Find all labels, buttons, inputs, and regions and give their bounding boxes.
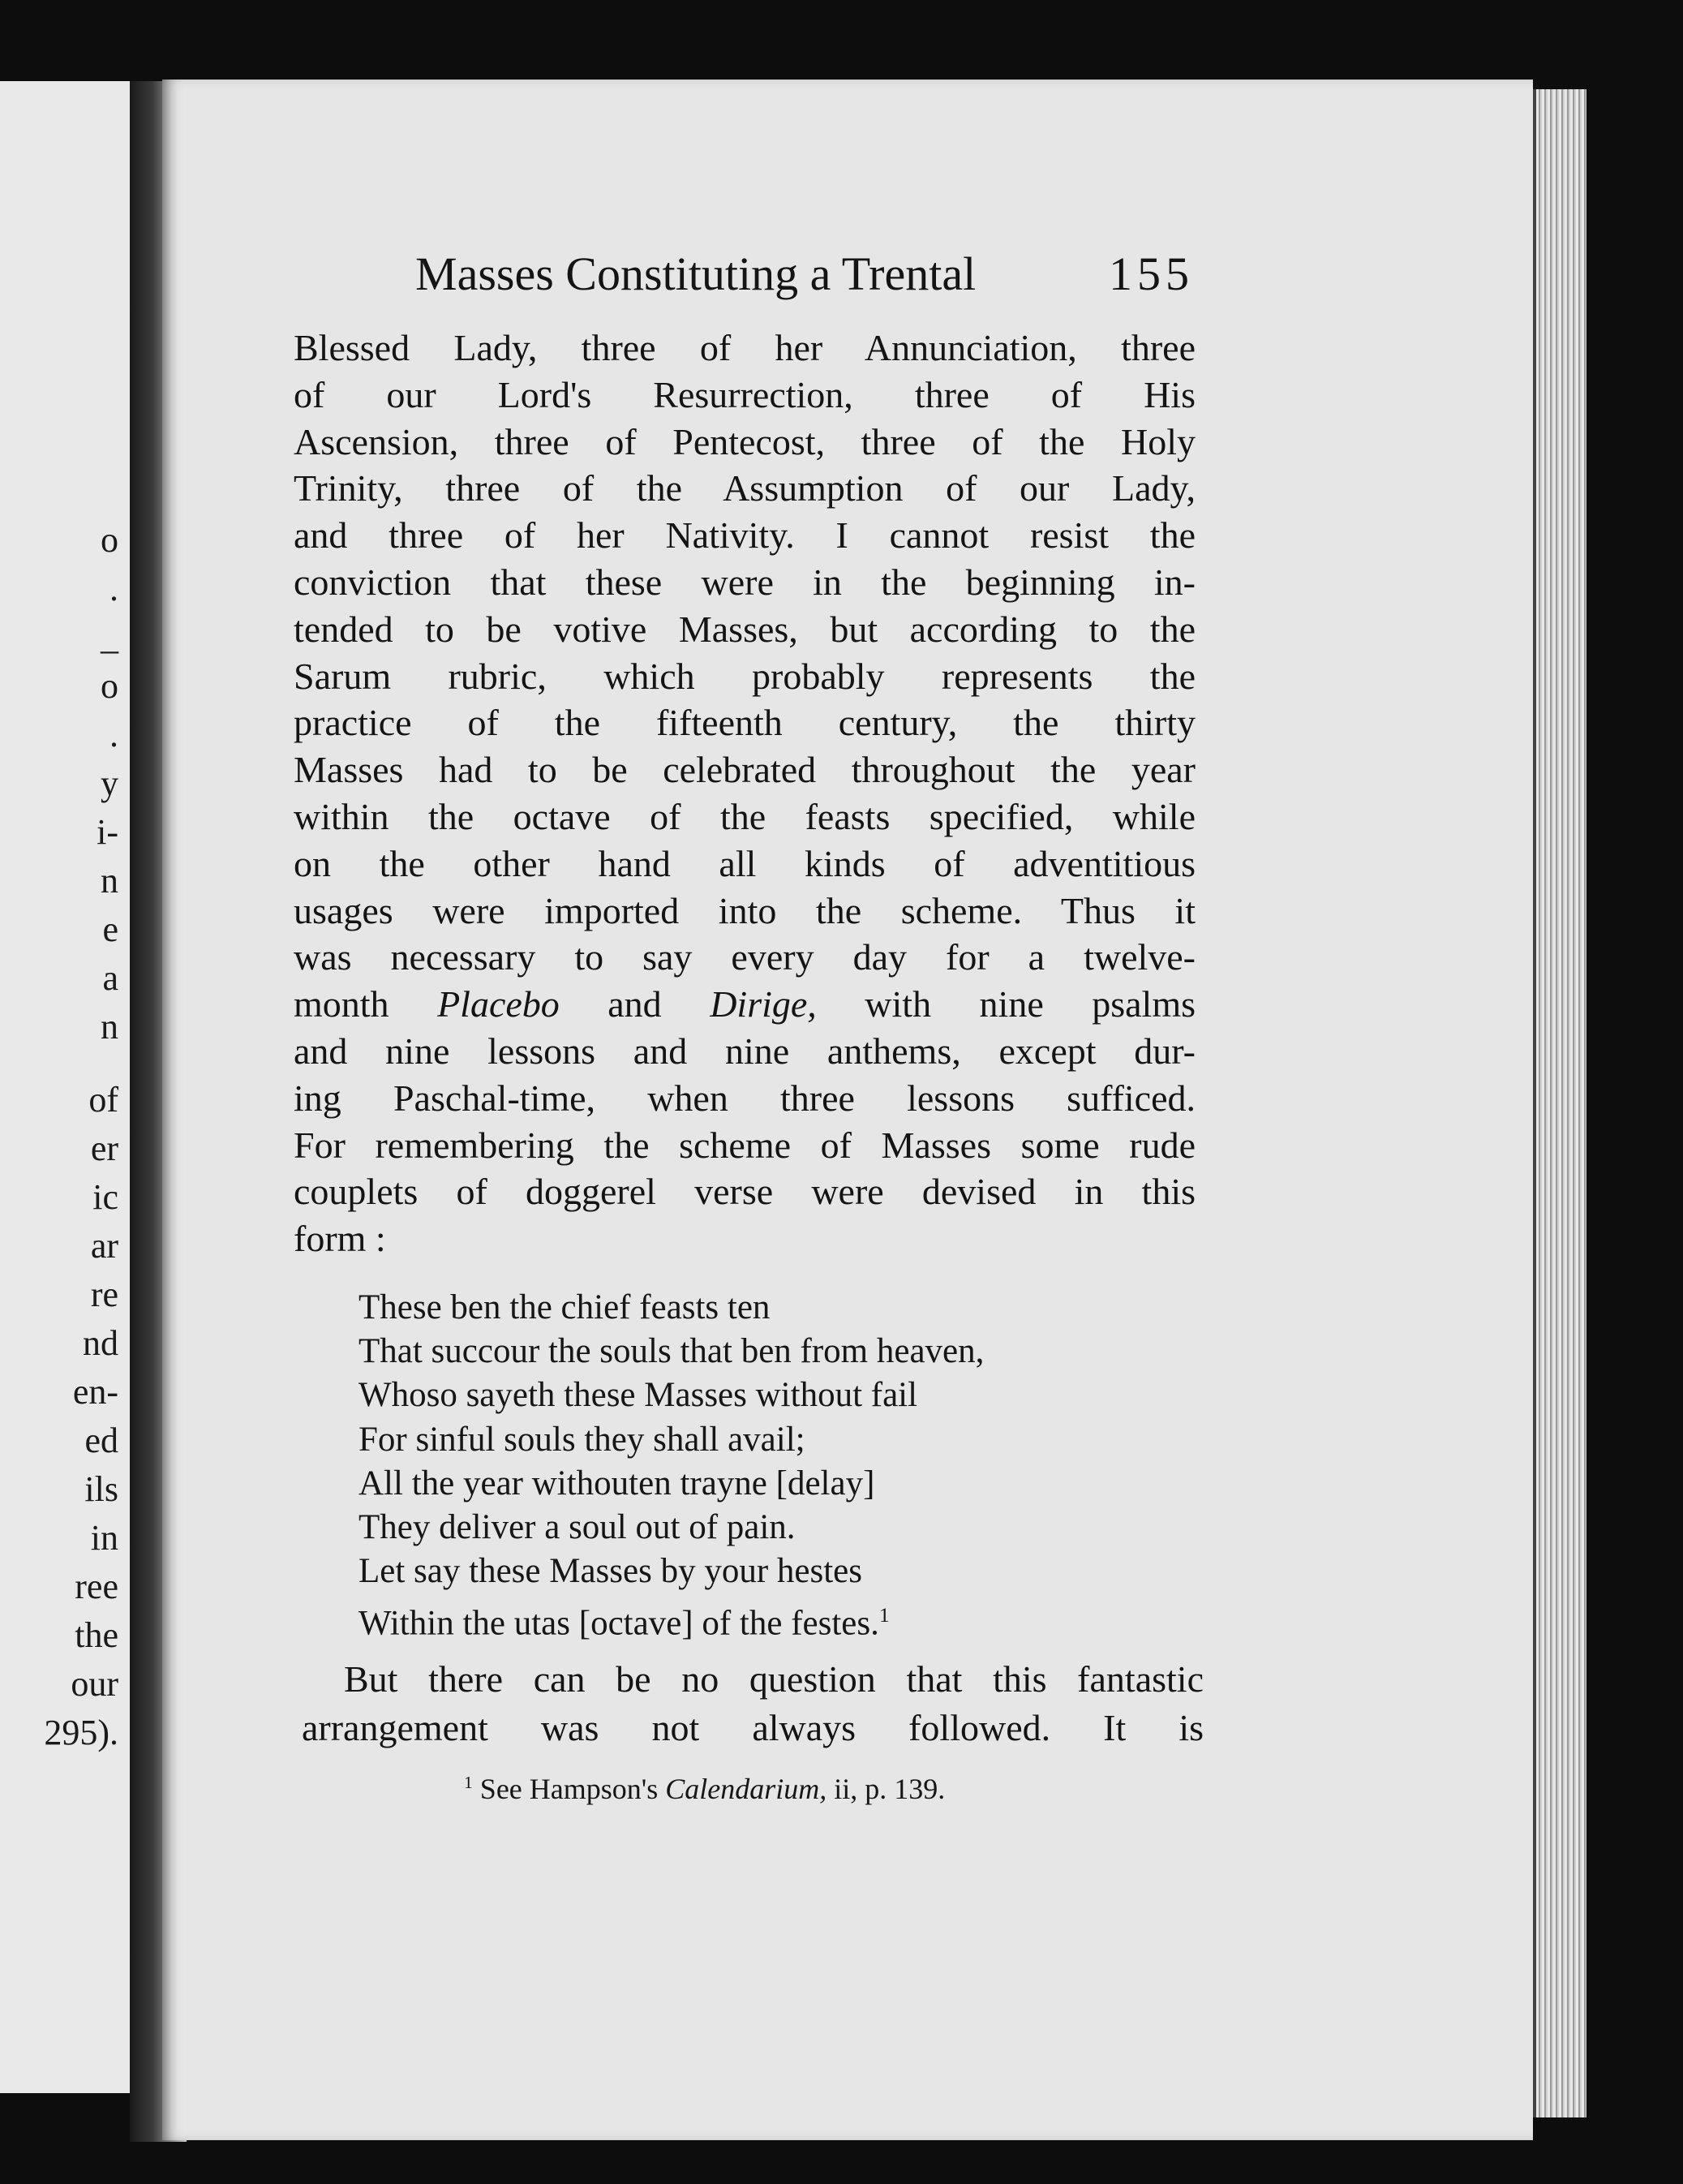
text-run: month [294,983,438,1025]
page-number: 155 [1109,247,1194,300]
left-page-fragment: re [90,1275,118,1314]
body-line: was necessary to say every day for a twelve- [294,936,1196,978]
body-line: and three of her Nativity. I cannot resist the [294,514,1196,557]
body-line: on the other hand all kinds of adventitious [294,842,1196,884]
left-page-edge [0,81,136,2093]
left-page-fragment: a [102,958,118,998]
left-page-fragment: er [90,1129,118,1168]
body-line: Ascension, three of Pentecost, three of the Holy [294,420,1196,462]
body-line: Trinity, three of the Assumption of our Lady, [294,467,1196,509]
left-page-fragment: i- [97,812,118,852]
body-line: For remembering the scheme of Masses some rude [294,1124,1196,1166]
verse-line: All the year withouten trayne [delay] [358,1464,875,1503]
left-page-fragment: o [101,666,118,706]
body-line: of our Lord's Resurrection, three of His [294,373,1196,415]
left-page-fragment: 295). [44,1713,118,1752]
closing-line: But there can be no question that this fantastic [344,1658,1204,1700]
page-stack-edge [1533,89,1586,2117]
left-page-fragment: of [88,1080,118,1120]
text-run: and [559,983,711,1025]
text-run: See Hampson's [472,1773,666,1805]
footnote-marker: 1 [464,1773,473,1792]
verse-line: Let say these Masses by your hestes [358,1552,862,1591]
body-line: tended to be votive Masses, but according to the [294,608,1196,650]
body-line: Masses had to be celebrated throughout the year [294,749,1196,791]
closing-paragraph [302,1655,1204,1752]
body-line: form : [294,1218,386,1260]
body-line: ing Paschal-time, when three lessons sufficed. [294,1077,1196,1119]
footnote-ref: 1 [878,1603,890,1627]
left-page-fragment: n [101,861,118,901]
left-page-fragment: e [102,909,118,949]
body-text [294,325,1196,1262]
left-page-fragment: ils [84,1469,118,1509]
running-title: Masses Constituting a Trental [415,247,977,300]
left-page-fragment: ree [75,1567,118,1606]
footnote [464,1772,1113,1806]
body-line: usages were imported into the scheme. Thus it [294,889,1196,931]
left-page-fragment: _ [101,617,118,657]
italic-dirige: Dirige, [710,983,817,1025]
verse-block [358,1286,1170,1646]
body-line: conviction that these were in the beginning in- [294,561,1196,603]
body-line-placebo [294,981,1196,1028]
body-line: Sarum rubric, which probably represents the [294,655,1196,697]
verse-line: For sinful souls they shall avail; [358,1420,805,1459]
left-page-fragment: . [109,569,118,608]
text-run: Within the utas [octave] of the festes. [358,1604,879,1643]
italic-placebo: Placebo [437,983,560,1025]
body-line: within the octave of the feasts specified, while [294,795,1196,837]
text-run: ii, p. 139. [826,1773,946,1805]
left-page-fragment: ed [84,1421,118,1460]
body-line: couplets of doggerel verse were devised in this [294,1171,1196,1213]
text-run: with nine psalms [816,983,1196,1025]
left-page-fragment: n [101,1007,118,1047]
left-page-fragment: . [109,715,118,755]
verse-line: They deliver a soul out of pain. [358,1508,796,1547]
verse-line-last [358,1593,1170,1646]
left-page-fragment: o [101,520,118,560]
italic-title: Calendarium, [665,1773,827,1805]
left-page-fragment: ar [90,1226,118,1266]
left-page-fragment: in [90,1518,118,1558]
body-line: practice of the fifteenth century, the thirty [294,702,1196,744]
verse-line: That succour the souls that ben from heaven, [358,1332,985,1371]
body-line: Blessed Lady, three of her Annunciation, three [294,327,1196,368]
left-page-fragment: y [101,763,118,803]
verse-line: Whoso sayeth these Masses without fail [358,1376,918,1415]
left-page-fragment: the [75,1615,118,1655]
left-page-fragment: en- [72,1372,118,1412]
verse-line: These ben the chief feasts ten [358,1288,771,1326]
left-page-fragment: nd [83,1323,118,1363]
closing-line: arrangement was not always followed. It is [302,1707,1204,1748]
left-page-fragment: our [71,1664,118,1704]
left-page-fragment: ic [92,1177,118,1217]
body-line: and nine lessons and nine anthems, except dur- [294,1030,1196,1072]
